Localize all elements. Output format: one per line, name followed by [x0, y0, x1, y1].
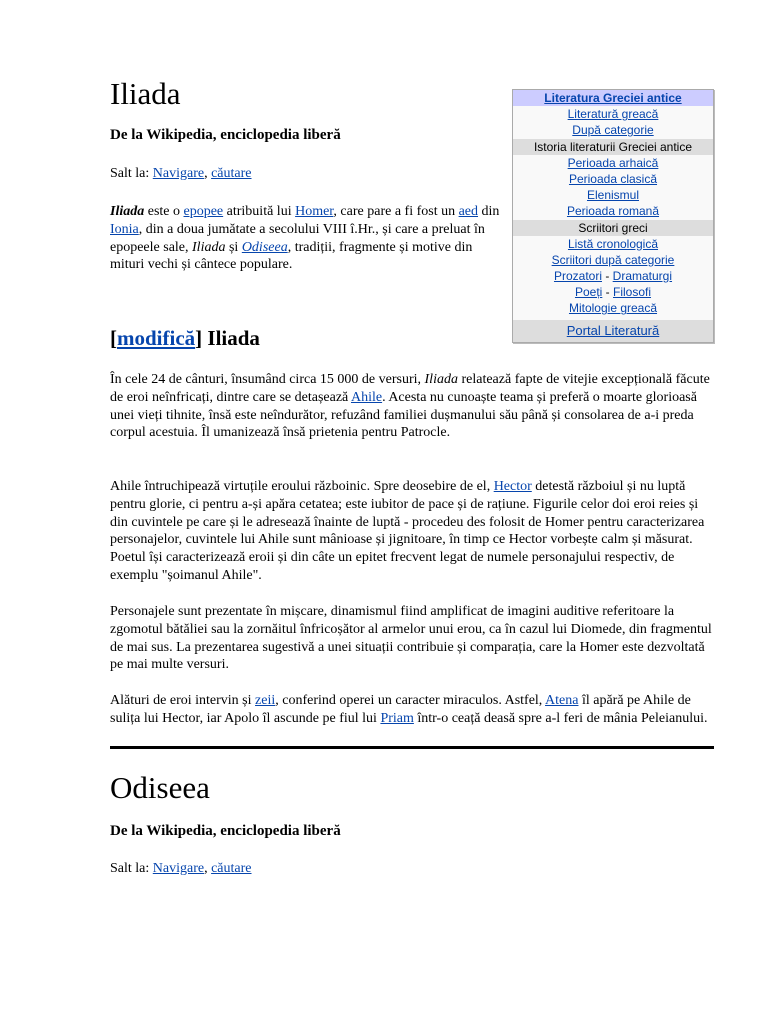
infobox-header [513, 90, 713, 106]
infobox-link[interactable]: Listă cronologică [567, 236, 659, 251]
link-odiseea[interactable]: Odiseea [241, 239, 288, 255]
p2-text: Ahile întruchipează virtuțile eroului războinic. Spre deosebire de el, [110, 479, 494, 494]
link-priam[interactable]: Priam [380, 710, 414, 726]
infobox-pair-separator: - [602, 269, 613, 284]
link-atena[interactable]: Atena [545, 693, 579, 708]
jump-links [110, 166, 252, 182]
link-ahile[interactable]: Ahile [350, 389, 383, 405]
intro-italic-iliada: Iliada [192, 239, 226, 255]
section-heading [110, 326, 260, 351]
intro-text: , tradiții, fragmente și motive din mituri vechi și cântece populare. [110, 239, 473, 273]
infobox-link[interactable]: Mitologie greacă [568, 301, 658, 316]
infobox-link[interactable]: Perioada arhaică [567, 155, 659, 170]
body-paragraph-4 [110, 692, 714, 728]
infobox-link[interactable]: Filosofi [613, 285, 652, 300]
infobox-item [513, 155, 713, 171]
section-title: Iliada [202, 326, 260, 350]
jump-prefix: Salt la: [110, 861, 153, 876]
infobox-item [513, 252, 713, 268]
body-paragraph-3 [110, 603, 714, 674]
intro-title-bold: Iliada [110, 204, 145, 219]
link-hector[interactable]: Hector [493, 479, 532, 494]
link-zeii[interactable]: zeii [255, 693, 276, 708]
body-paragraph-1 [110, 371, 714, 442]
edit-section-link[interactable]: modifică [117, 326, 196, 350]
navigation-infobox [512, 89, 714, 343]
infobox-item [513, 236, 713, 252]
p4-text: , conferind operei un caracter miraculos. Astfel, [275, 693, 546, 708]
infobox-section-history: Istoria literaturii Greciei antice [513, 139, 713, 155]
infobox-item [513, 106, 713, 122]
infobox-item [513, 284, 713, 300]
search-link[interactable]: căutare [211, 166, 252, 181]
section-bracket-close: ] [195, 326, 203, 350]
infobox-item [513, 171, 713, 187]
section-bracket-open: [ [110, 326, 117, 350]
intro-text: din [478, 204, 500, 219]
infobox-link[interactable]: Perioada romană [566, 204, 660, 219]
navigation-link[interactable]: Navigare [152, 861, 205, 876]
p1-text: relatează fapte de vitejie excepțională făcute de eroi neînfricați, dintre care se detașează [110, 372, 710, 405]
link-aed[interactable]: aed [458, 204, 479, 219]
p2-text: detestă războiul și nu luptă pentru glorie, ci pentru a-și apăra cetatea; este iubitor de pace și de rațiune. Figurile celor doi eroi reies și din cuvintele pe care și le adresează înainte de luptă - procedeu des folosit de Homer pentru caracterizarea personajelor, cuvintele lui Ahile sunt mânioase și jignitoare, în timp ce Hector vorbește calm și măsurat. Poetul își caracterizează eroii și din câte un epitet frecvent legat de numele personajului respectiv, de exemplu "șoimanul Ahile". [110, 479, 705, 583]
intro-text: este o [144, 204, 184, 219]
page-subtitle: De la Wikipedia, enciclopedia liberă [110, 127, 341, 143]
jump-separator: , [204, 166, 212, 181]
infobox-portal [513, 320, 713, 342]
infobox-item [513, 300, 713, 316]
intro-text: , din a doua jumătate a secolului VIII î.Hr., și care a preluat în epopeele sale, [110, 221, 485, 255]
infobox-pair-separator: - [602, 285, 613, 300]
infobox-link[interactable]: După categorie [572, 123, 654, 138]
infobox-link[interactable]: Perioada clasică [568, 171, 658, 186]
link-epopee[interactable]: epopee [183, 204, 224, 219]
intro-paragraph [110, 203, 500, 274]
portal-link[interactable]: Portal Literatură [566, 322, 660, 338]
second-page-title: Odiseea [110, 770, 210, 805]
infobox-link[interactable]: Elenismul [586, 188, 640, 203]
infobox-header-link[interactable]: Literatura Greciei antice [544, 91, 682, 105]
infobox-link[interactable]: Literatură greacă [567, 107, 659, 122]
p4-text: Alături de eroi intervin și [110, 693, 256, 708]
intro-text: atribuită lui [223, 204, 296, 219]
intro-text: și [225, 239, 242, 255]
article-divider [110, 746, 714, 749]
jump-separator: , [204, 861, 212, 876]
infobox-link[interactable]: Scriitori după categorie [551, 252, 675, 267]
p1-text: În cele 24 de cânturi, însumând circa 15 000 de versuri, [110, 372, 425, 387]
infobox-item [513, 187, 713, 203]
search-link[interactable]: căutare [211, 861, 252, 876]
jump-prefix: Salt la: [110, 166, 153, 181]
second-jump-links [110, 861, 252, 877]
infobox-item [513, 203, 713, 219]
navigation-link[interactable]: Navigare [152, 166, 205, 181]
p3-text: Personajele sunt prezentate în mișcare, dinamismul fiind amplificat de imagini auditive referitoare la zgomotul bătăliei sau la zornăitul înfricoșător al armelor unui erou, ca în cazul lui Diomede, din fragmentul de mai sus. La prezentarea sugestivă a unei situații contribuie și comparația, care la Homer este dezvoltată pe mai multe versuri. [110, 604, 712, 673]
intro-text: , care pare a fi fost un [333, 204, 459, 219]
link-ionia[interactable]: Ionia [110, 221, 139, 237]
infobox-link[interactable]: Prozatori [553, 269, 602, 284]
body-paragraph-2 [110, 478, 714, 585]
p1-text: . Acesta nu cunoaște teama și preferă o moarte glorioasă unei vieți tihnite, însă este neîndurător, refuzând familiei dușmanului său până și consolarea de a-i preda corpul acestuia. Îl umanizează însă prietenia pentru Patrocle. [110, 389, 697, 441]
infobox-item [513, 268, 713, 284]
link-homer[interactable]: Homer [295, 204, 334, 219]
page-title: Iliada [110, 76, 181, 111]
infobox-link[interactable]: Dramaturgi [612, 269, 673, 284]
p1-italic: Iliada [424, 372, 458, 387]
p4-text: într-o ceață deasă spre a-l feri de mânia Peleianului. [413, 710, 708, 726]
second-page-subtitle: De la Wikipedia, enciclopedia liberă [110, 823, 341, 839]
infobox-item [513, 122, 713, 138]
infobox-section-writers: Scriitori greci [513, 220, 713, 236]
p4-text: îl apără pe Ahile de sulița lui Hector, iar Apolo îl ascunde pe fiul lui [110, 693, 691, 726]
infobox-link[interactable]: Poeți [574, 285, 603, 300]
